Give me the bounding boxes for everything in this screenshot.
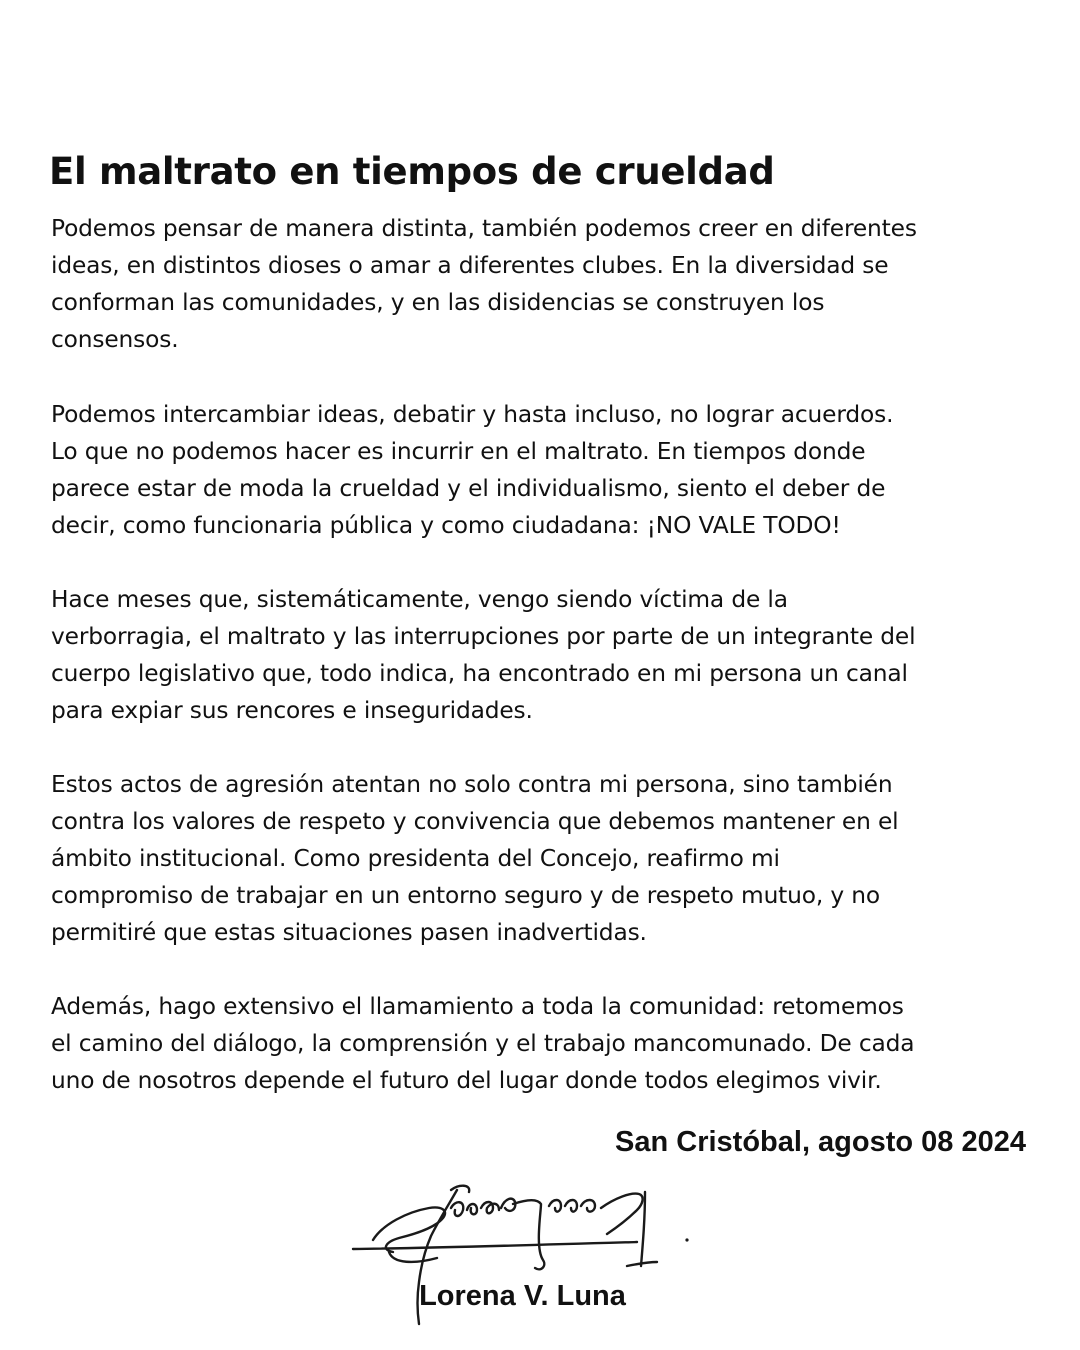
paragraph-line: compromiso de trabajar en un entorno seguro y de respeto mutuo, y no [51, 882, 881, 909]
paragraph-line: el camino del diálogo, la comprensión y el trabajo mancomunado. De cada [51, 1030, 915, 1057]
letter-title: El maltrato en tiempos de crueldad [49, 150, 775, 193]
paragraph-5 [51, 988, 1051, 1099]
paragraph-line: Podemos pensar de manera distinta, también podemos creer en diferentes [51, 215, 917, 242]
paragraph-line: Lo que no podemos hacer es incurrir en el maltrato. En tiempos donde [51, 438, 866, 465]
signer-name: Lorena V. Luna [419, 1280, 626, 1312]
paragraph-line: parece estar de moda la crueldad y el individualismo, siento el deber de [51, 475, 886, 502]
place-and-date: San Cristóbal, agosto 08 2024 [615, 1126, 1026, 1158]
paragraph-line: cuerpo legislativo que, todo indica, ha encontrado en mi persona un canal [51, 660, 908, 687]
paragraph-3 [51, 581, 1051, 729]
paragraph-line: verborragia, el maltrato y las interrupciones por parte de un integrante del [51, 623, 916, 650]
paragraph-line: conforman las comunidades, y en las disidencias se construyen los [51, 289, 825, 316]
paragraph-line: Hace meses que, sistemáticamente, vengo siendo víctima de la [51, 586, 788, 613]
paragraph-line: ámbito institucional. Como presidenta del Concejo, reafirmo mi [51, 845, 780, 872]
paragraph-line: ideas, en distintos dioses o amar a diferentes clubes. En la diversidad se [51, 252, 889, 279]
paragraph-1 [51, 210, 1051, 358]
paragraph-line: Estos actos de agresión atentan no solo contra mi persona, sino también [51, 771, 893, 798]
paragraph-line: Además, hago extensivo el llamamiento a toda la comunidad: retomemos [51, 993, 904, 1020]
paragraph-line: Podemos intercambiar ideas, debatir y hasta incluso, no lograr acuerdos. [51, 401, 894, 428]
paragraph-line: uno de nosotros depende el futuro del lugar donde todos elegimos vivir. [51, 1067, 882, 1094]
paragraph-line: permitiré que estas situaciones pasen inadvertidas. [51, 919, 647, 946]
paragraph-line: consensos. [51, 326, 179, 353]
paragraph-line: contra los valores de respeto y convivencia que debemos mantener en el [51, 808, 899, 835]
paragraph-2 [51, 396, 1051, 544]
paragraph-line: decir, como funcionaria pública y como ciudadana: ¡NO VALE TODO! [51, 512, 841, 539]
paragraph-4 [51, 766, 1051, 951]
paragraph-line: para expiar sus rencores e inseguridades. [51, 697, 533, 724]
